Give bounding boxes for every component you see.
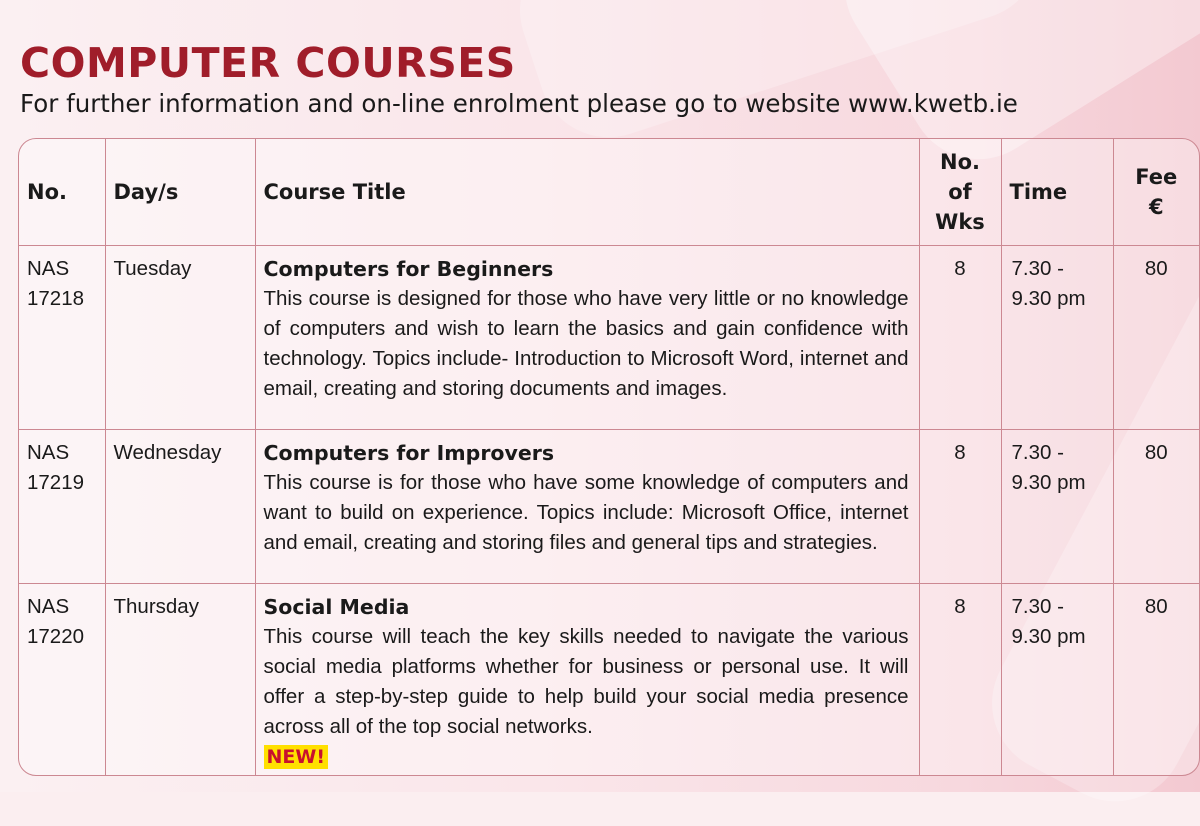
course-description: This course is designed for those who have very little or no knowledge of computers and wish to learn the basics and gain confidence with technology. Topics include- Introduction to Microsoft Word, internet and email, creating and storing documents and images. — [263, 286, 909, 401]
course-cell — [255, 429, 919, 583]
header-fee-line: € — [1148, 194, 1164, 219]
table-row — [19, 245, 1199, 429]
courses-table — [19, 139, 1199, 775]
header-course-title: Course Title — [255, 139, 919, 245]
header-weeks-line: No. — [940, 149, 980, 174]
course-name: Computers for Beginners — [263, 256, 554, 281]
header-weeks — [919, 139, 1001, 245]
course-day: Tuesday — [105, 245, 255, 429]
course-time — [1001, 245, 1113, 429]
header-time: Time — [1001, 139, 1113, 245]
course-name: Computers for Improvers — [263, 440, 555, 465]
course-fee: 80 — [1113, 583, 1199, 775]
course-time — [1001, 429, 1113, 583]
course-number — [19, 583, 105, 775]
course-time-end: 9.30 pm — [1011, 286, 1086, 310]
course-description: This course is for those who have some knowledge of computers and want to build on experience. Topics include: Microsoft Office, internet and email, creating and storing files and general tips and strategies. — [263, 470, 909, 554]
course-number-prefix: NAS — [27, 440, 70, 464]
header-no: No. — [19, 139, 105, 245]
course-weeks: 8 — [919, 583, 1001, 775]
course-day: Thursday — [105, 583, 255, 775]
course-time-start: 7.30 - — [1011, 440, 1064, 464]
course-name: Social Media — [263, 594, 410, 619]
course-day: Wednesday — [105, 429, 255, 583]
course-time — [1001, 583, 1113, 775]
course-number — [19, 245, 105, 429]
table-row — [19, 429, 1199, 583]
course-weeks: 8 — [919, 245, 1001, 429]
course-description: This course will teach the key skills needed to navigate the various social media platforms whether for business or personal use. It will offer a step-by-step guide to help build your social media presence across all of the top social networks. — [263, 624, 909, 739]
header-fee-line: Fee — [1135, 164, 1178, 189]
course-time-start: 7.30 - — [1011, 256, 1064, 280]
courses-table-container — [18, 138, 1200, 776]
course-fee: 80 — [1113, 429, 1199, 583]
course-time-end: 9.30 pm — [1011, 624, 1086, 648]
page-title: COMPUTER COURSES — [20, 39, 516, 87]
header-weeks-line: of — [948, 179, 972, 204]
course-cell — [255, 583, 919, 775]
course-number-code: 17220 — [27, 624, 85, 648]
course-number-code: 17218 — [27, 286, 85, 310]
course-weeks: 8 — [919, 429, 1001, 583]
header-fee — [1113, 139, 1199, 245]
header-days: Day/s — [105, 139, 255, 245]
course-number-code: 17219 — [27, 470, 85, 494]
course-time-start: 7.30 - — [1011, 594, 1064, 618]
course-cell — [255, 245, 919, 429]
course-fee: 80 — [1113, 245, 1199, 429]
course-number — [19, 429, 105, 583]
header-weeks-line: Wks — [935, 209, 985, 234]
page-subtitle: For further information and on-line enrolment please go to website www.kwetb.ie — [20, 89, 1018, 118]
table-row — [19, 583, 1199, 775]
table-header-row — [19, 139, 1199, 245]
course-number-prefix: NAS — [27, 594, 70, 618]
new-badge: NEW! — [264, 745, 329, 769]
course-time-end: 9.30 pm — [1011, 470, 1086, 494]
course-number-prefix: NAS — [27, 256, 70, 280]
